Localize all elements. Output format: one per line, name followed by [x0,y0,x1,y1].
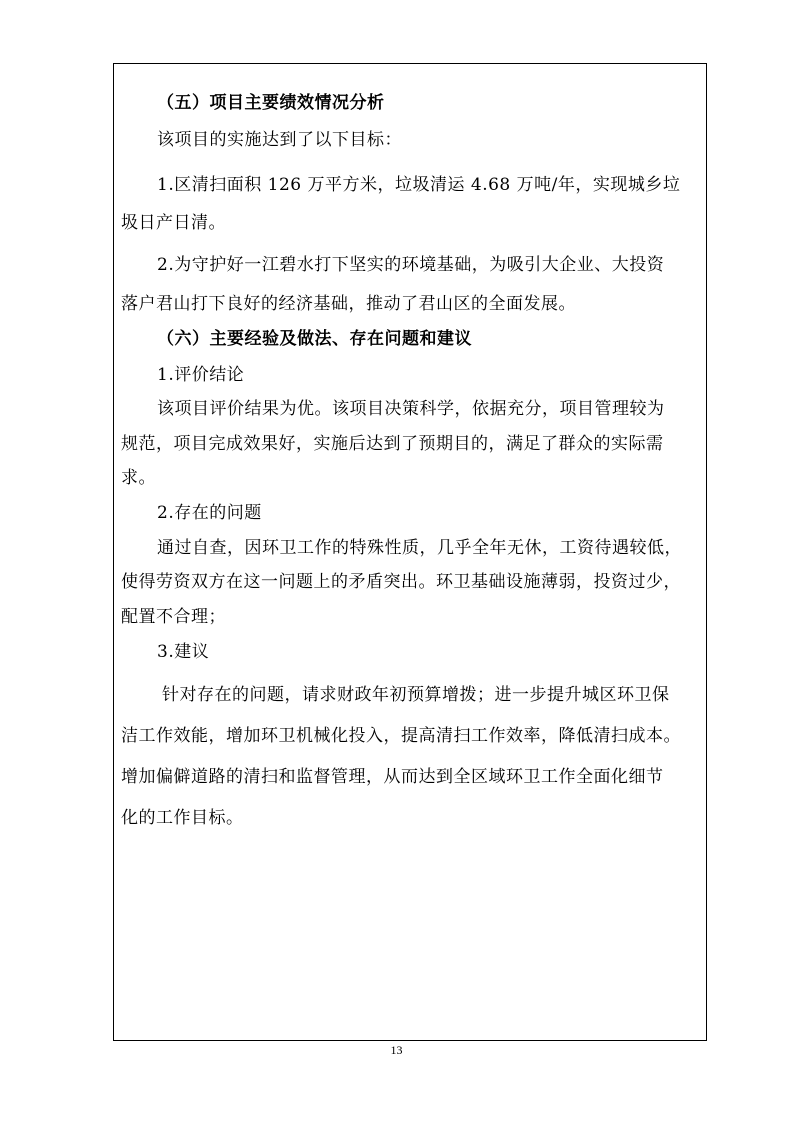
suggestion-line-1: 针对存在的问题，请求财政年初预算增拨；进一步提升城区环卫保 [162,685,670,705]
goal-2-line-2: 落户君山打下良好的经济基础，推动了君山区的全面发展。 [121,294,576,314]
evaluation-line-2: 规范，项目完成效果好，实施后达到了预期目的，满足了群众的实际需 [121,434,664,454]
evaluation-line-3: 求。 [121,468,156,488]
section-six-heading: （六）主要经验及做法、存在问题和建议 [157,329,472,349]
goal-1-line-2: 圾日产日清。 [121,213,226,233]
suggestion-line-3: 增加偏僻道路的清扫和监督管理，从而达到全区域环卫工作全面化细节 [121,767,664,787]
goal-2-line-1: 2.为守护好一江碧水打下坚实的环境基础，为吸引大企业、大投资 [157,255,665,275]
suggestion-title: 3.建议 [157,642,210,662]
problem-line-2: 使得劳资双方在这一问题上的矛盾突出。环卫基础设施薄弱，投资过少， [121,572,681,592]
intro-text: 该项目的实施达到了以下目标： [157,130,402,150]
problem-line-3: 配置不合理； [121,607,226,627]
page-number: 13 [390,1043,403,1057]
evaluation-title: 1.评价结论 [157,365,245,385]
evaluation-line-1: 该项目评价结果为优。该项目决策科学，依据充分，项目管理较为 [157,399,665,419]
problem-line-1: 通过自查，因环卫工作的特殊性质，几乎全年无休，工资待遇较低， [157,538,682,558]
suggestion-line-4: 化的工作目标。 [121,808,244,828]
problem-title: 2.存在的问题 [157,503,262,523]
suggestion-line-2: 洁工作效能，增加环卫机械化投入，提高清扫工作效率，降低清扫成本。 [121,726,681,746]
goal-1-line-1: 1.区清扫面积 126 万平方米，垃圾清运 4.68 万吨/年，实现城乡垃 [157,175,681,195]
section-five-heading: （五）项目主要绩效情况分析 [157,93,385,113]
